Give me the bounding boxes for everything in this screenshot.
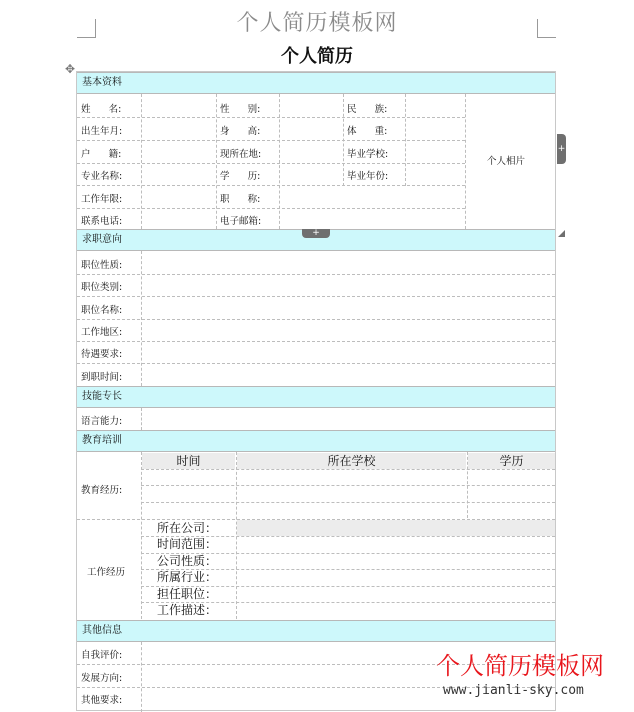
label-major: 专业名称: xyxy=(81,171,123,182)
grid-line xyxy=(77,363,555,364)
column-header-school: 所在学校 xyxy=(237,453,466,469)
site-title: 个人简历模板网 xyxy=(236,11,398,36)
label-birth: 出生年月: xyxy=(81,126,123,137)
label-salary: 待遇要求: xyxy=(81,349,123,360)
grid-line xyxy=(77,185,465,186)
section-header-other: 其他信息 xyxy=(77,620,555,642)
grid-line xyxy=(77,163,465,164)
label-development: 发展方向: xyxy=(81,673,123,684)
add-column-handle-icon[interactable]: + xyxy=(557,134,566,164)
label-grad-year: 毕业年份: xyxy=(347,171,389,182)
label-company: 所在公司： xyxy=(157,521,218,535)
document-title: 个人简历 xyxy=(281,46,353,67)
grid-line xyxy=(141,94,142,229)
grid-line xyxy=(141,502,555,503)
label-title: 职 称: xyxy=(220,194,261,205)
column-header-degree: 学历 xyxy=(468,453,555,469)
label-school: 毕业学校: xyxy=(347,149,389,160)
label-email: 电子邮箱: xyxy=(220,216,262,227)
label-start-time: 到职时间: xyxy=(81,372,123,383)
label-height: 身 高: xyxy=(220,126,261,137)
grid-line xyxy=(343,94,344,186)
grid-line xyxy=(77,341,555,342)
grid-line xyxy=(216,94,217,229)
grid-line xyxy=(141,485,555,486)
label-job-position: 担任职位： xyxy=(157,587,218,601)
grid-line xyxy=(77,208,465,209)
grid-line xyxy=(77,274,555,275)
watermark-site-name: 个人简历模板网 xyxy=(436,652,604,680)
table-move-handle-icon[interactable]: ✥ xyxy=(65,62,76,76)
label-phone: 联系电话: xyxy=(81,216,123,227)
add-row-handle-icon[interactable]: + xyxy=(302,229,330,238)
label-work-history: 工作经历 xyxy=(87,567,126,578)
label-residence: 现所在地: xyxy=(220,149,262,160)
grid-line xyxy=(405,94,406,186)
label-degree: 学 历: xyxy=(220,171,261,182)
photo-placeholder: 个人相片 xyxy=(487,156,526,167)
grid-line xyxy=(141,642,142,712)
resume-table xyxy=(76,71,556,711)
label-name: 姓 名: xyxy=(81,104,122,115)
section-header-education: 教育培训 xyxy=(77,430,555,452)
table-resize-handle-icon[interactable] xyxy=(558,230,565,237)
grid-line xyxy=(279,94,280,229)
label-time-range: 时间范围： xyxy=(157,537,218,551)
label-self-evaluation: 自我评价: xyxy=(81,650,123,661)
label-job-description: 工作描述： xyxy=(157,603,218,617)
watermark-url[interactable]: www.jianli-sky.com xyxy=(443,683,584,698)
section-header-basic: 基本资料 xyxy=(77,72,555,94)
grid-line xyxy=(77,319,555,320)
label-work-area: 工作地区: xyxy=(81,327,123,338)
grid-line xyxy=(141,469,555,470)
label-position-name: 职位名称: xyxy=(81,305,123,316)
label-hukou: 户 籍: xyxy=(81,149,122,160)
grid-line xyxy=(77,117,465,118)
label-other-requirements: 其他要求: xyxy=(81,695,123,706)
label-language: 语言能力: xyxy=(81,416,123,427)
label-position-category: 职位类别: xyxy=(81,282,123,293)
company-value-cell xyxy=(237,520,555,536)
grid-line xyxy=(465,94,466,229)
grid-line xyxy=(141,408,142,430)
label-work-years: 工作年限: xyxy=(81,194,123,205)
grid-line xyxy=(77,296,555,297)
label-gender: 性 别: xyxy=(220,104,261,115)
label-weight: 体 重: xyxy=(347,126,388,137)
label-company-type: 公司性质： xyxy=(157,554,218,568)
grid-line xyxy=(77,140,465,141)
section-header-skills: 技能专长 xyxy=(77,386,555,408)
column-header-time: 时间 xyxy=(142,453,235,469)
label-education-history: 教育经历: xyxy=(81,485,123,496)
label-position-type: 职位性质: xyxy=(81,260,123,271)
section-header-intent: 求职意向 xyxy=(77,229,555,251)
label-ethnic: 民 族: xyxy=(347,104,388,115)
label-industry: 所属行业： xyxy=(157,570,218,584)
